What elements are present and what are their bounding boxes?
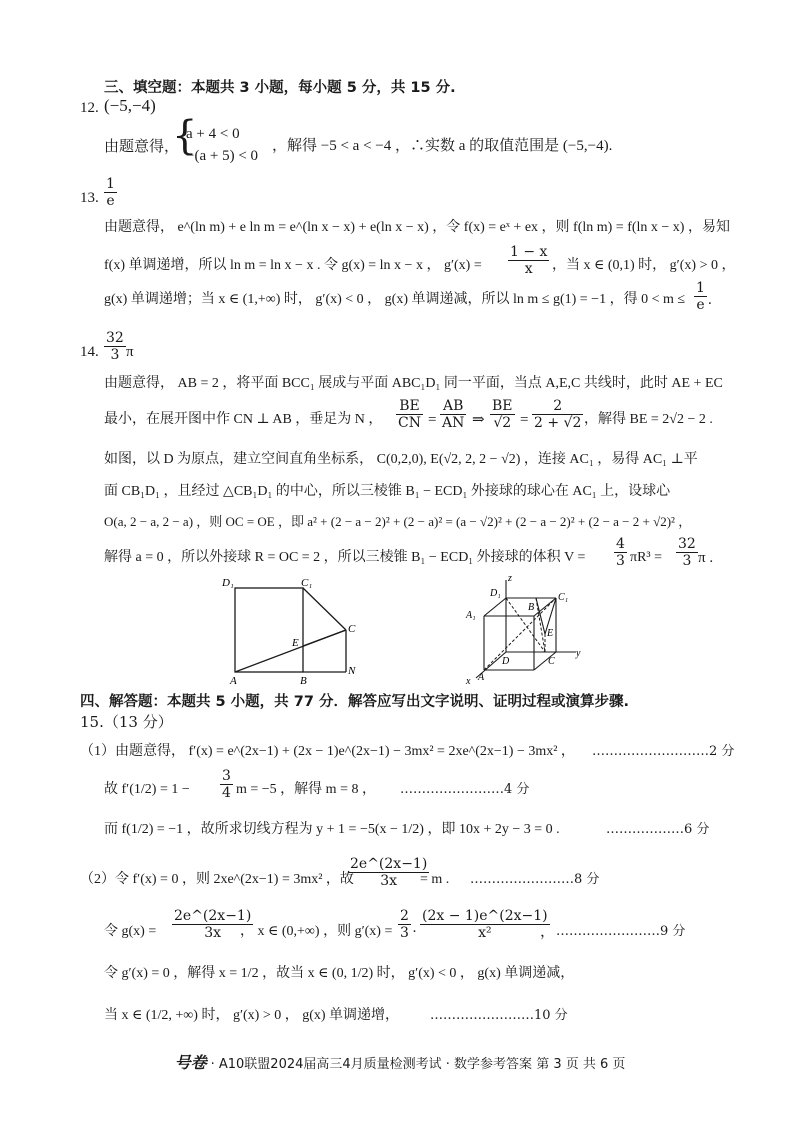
solution-text: 由题意得，: [104, 137, 180, 155]
solution-text: 故 f′(1/2) = 1 −: [104, 782, 190, 797]
label-b: B: [528, 602, 535, 613]
solution-text: 令 g(x) =: [104, 924, 157, 939]
numerator: 2e^(2x−1): [350, 856, 428, 872]
fraction: [614, 536, 627, 569]
axis-label-x: x: [466, 676, 471, 686]
solution-text: g(x) 单调递增；当 x ∈ (1,+∞) 时， g′(x) < 0 ， g(x) 单调递减，所以 ln m ≤ g(1) = −1 ，得 0 < m ≤: [104, 292, 686, 307]
answer-fraction: [104, 330, 126, 363]
pi-symbol: π: [126, 344, 134, 360]
label-c: C: [548, 656, 555, 667]
page-footer: [0, 1050, 800, 1073]
label-d1: D₁: [222, 577, 234, 589]
label-c1: C₁: [558, 592, 569, 603]
solution-text: 面 CB₁D₁ ，且经过 △CB₁D₁ 的中心，所以三棱锥 B₁ − ECD₁ 外接球的球心在 AC₁ 上，设球心: [104, 484, 671, 499]
axis-label-y: y: [576, 648, 581, 659]
solution-text: （1）由题意得， f′(x) = e^(2x−1) + (2x − 1)e^(2x−1) − 3mx² = 2xe^(2x−1) − 3mx² ，: [80, 744, 575, 759]
score-mark: ……………………9 分: [556, 924, 686, 939]
numerator: 2: [532, 398, 583, 415]
denominator: 3x: [204, 925, 222, 941]
equals-sign: =: [520, 412, 529, 428]
fraction: [694, 280, 707, 313]
solution-text: 令 g′(x) = 0 ，解得 x = 1/2 ，故当 x ∈ (0, 1/2) 时， g′(x) < 0 ， g(x) 单调递减，: [104, 966, 575, 981]
cube-figure: [460, 572, 590, 686]
solution-text: 而 f(1/2) = −1 ，故所求切线方程为 y + 1 = −5(x − 1/2) ，即 10x + 2y − 3 = 0 .: [104, 822, 560, 837]
inequality-row: a + 4 < 0: [186, 126, 240, 142]
fraction: [676, 536, 698, 569]
solution-text: ，当 x ∈ (0,1) 时， g′(x) > 0 ，: [552, 258, 736, 273]
brace-symbol: {: [172, 113, 198, 159]
denominator: e: [696, 297, 705, 313]
question-number: 14.: [80, 344, 99, 360]
section-heading: 三、填空题：本题共 3 小题，每小题 5 分，共 15 分.: [104, 80, 456, 96]
numerator: 32: [678, 536, 696, 552]
fraction: [348, 856, 429, 889]
solution-text: 当 x ∈ (1/2, +∞) 时， g′(x) > 0 ， g(x) 单调递增，: [104, 1008, 400, 1023]
solution-text: m = −5 ，解得 m = 8 ，: [236, 782, 376, 797]
label-a: A: [478, 672, 485, 683]
label-d: D: [502, 656, 510, 667]
answer-fraction: [104, 176, 117, 209]
solution-text: ，: [540, 924, 556, 940]
section-heading: 四、解答题：本题共 5 小题，共 77 分．解答应写出文字说明、证明过程或演算步骤.: [80, 694, 629, 710]
denominator: 2 + √2: [534, 415, 582, 431]
inequality-row: −(a + 5) < 0: [186, 148, 259, 164]
score-mark: ……………………10 分: [430, 1008, 568, 1023]
numerator: 1: [106, 176, 115, 192]
solution-text: = m .: [420, 872, 450, 887]
solution-text: O(a, 2 − a, 2 − a) ，则 OC = OE ，即 a² + (2 − a − 2)² + (2 − a)² = (a − √2)² + (2 − a − 2)² + (2 − a − 2 + √2)² ，: [104, 514, 692, 529]
dot-operator: ·: [412, 924, 417, 940]
publisher-logo: 号卷: [174, 1053, 207, 1072]
score-mark: ………………6 分: [606, 822, 710, 837]
denominator: 3x: [380, 873, 398, 889]
fraction: [420, 908, 550, 941]
answer-value: (−5,−4): [104, 96, 156, 115]
denominator: √2: [493, 415, 512, 431]
numerator: BE: [492, 398, 513, 414]
solution-text: 解得 a = 0 ，所以外接球 R = OC = 2 ，所以三棱锥 B₁ − ECD₁ 外接球的体积 V =: [104, 550, 586, 565]
solution-text: 由题意得， e^(ln m) + e ln m = e^(ln x − x) + e(ln x − x) ，令 f(x) = eˣ + ex ，则 f(ln m) = f(ln x − x) ，易知: [104, 220, 730, 235]
label-e: E: [547, 628, 554, 639]
score-mark: ………………………2 分: [592, 744, 735, 759]
fraction: [398, 908, 411, 941]
solution-text: πR³ =: [630, 550, 662, 565]
axis-label-z: z: [508, 573, 512, 584]
label-a: A: [230, 675, 237, 686]
solution-text: ， x ∈ (0,+∞) ，则 g′(x) =: [240, 924, 393, 939]
denominator: 3: [682, 553, 692, 569]
numerator: 2: [400, 908, 409, 924]
solution-text: π .: [698, 550, 714, 566]
solution-text: ，解得 BE = 2√2 − 2 .: [584, 412, 713, 427]
denominator: 3: [110, 347, 120, 363]
unfolded-figure: [220, 574, 370, 686]
label-c1: C₁: [301, 577, 313, 589]
label-d1: D₁: [490, 588, 501, 599]
numerator: (2x − 1)e^(2x−1): [422, 908, 548, 924]
question-number: 12.: [80, 100, 99, 116]
solution-text: f(x) 单调递增，所以 ln m = ln x − x . 令 g(x) = ln x − x ， g′(x) =: [104, 258, 482, 273]
question-number: 13.: [80, 190, 99, 206]
solution-text: 最小，在展开图中作 CN ⊥ AB ，垂足为 N ，: [104, 412, 383, 427]
denominator: 4: [222, 785, 231, 801]
numerator: 4: [616, 536, 625, 552]
fraction: [440, 398, 466, 431]
fraction: [532, 398, 583, 431]
label-b: B: [300, 675, 307, 686]
equals-sign: =: [428, 412, 437, 428]
numerator: 1: [696, 280, 705, 296]
fraction: [508, 244, 549, 277]
label-n: N: [348, 665, 356, 677]
fraction: [220, 768, 233, 801]
footer-text: · A10联盟2024届高三4月质量检测考试 · 数学参考答案 第 3 页 共 6 页: [210, 1057, 626, 1072]
denominator: e: [106, 193, 115, 209]
denominator: CN: [398, 415, 421, 431]
numerator: 1 − x: [510, 244, 548, 260]
question-number: 15.（13 分）: [80, 713, 173, 731]
numerator: BE: [396, 398, 423, 415]
numerator: AB: [440, 398, 466, 415]
denominator: x²: [478, 925, 492, 941]
fraction: [490, 398, 515, 431]
denominator: 3: [400, 925, 409, 941]
numerator: 2e^(2x−1): [174, 908, 252, 924]
label-c: C: [348, 623, 356, 635]
label-a1: A₁: [466, 610, 476, 621]
score-mark: ……………………8 分: [470, 872, 600, 887]
solution-text: 如图，以 D 为原点，建立空间直角坐标系， C(0,2,0), E(√2, 2, 2 − √2) ，连接 AC₁ ，易得 AC₁ ⊥平: [104, 452, 698, 467]
label-e: E: [292, 637, 299, 649]
numerator: 3: [222, 768, 231, 784]
denominator: 3: [616, 553, 625, 569]
solution-text: .: [708, 292, 712, 308]
implies-arrow: ⇒: [472, 412, 485, 428]
numerator: 32: [106, 330, 124, 346]
score-mark: ……………………4 分: [400, 782, 530, 797]
solution-text: （2）令 f′(x) = 0 ，则 2xe^(2x−1) = 3mx² ，故: [80, 872, 354, 887]
fraction: [396, 398, 423, 431]
solution-text: ，解得 −5 < a < −4 ，∴实数 a 的取值范围是 (−5,−4).: [272, 138, 613, 154]
solution-text: 由题意得， AB = 2 ，将平面 BCC₁ 展成与平面 ABC₁D₁ 同一平面，当点 A,E,C 共线时，此时 AE + EC: [104, 376, 723, 391]
denominator: x: [524, 261, 533, 277]
denominator: AN: [442, 415, 465, 431]
